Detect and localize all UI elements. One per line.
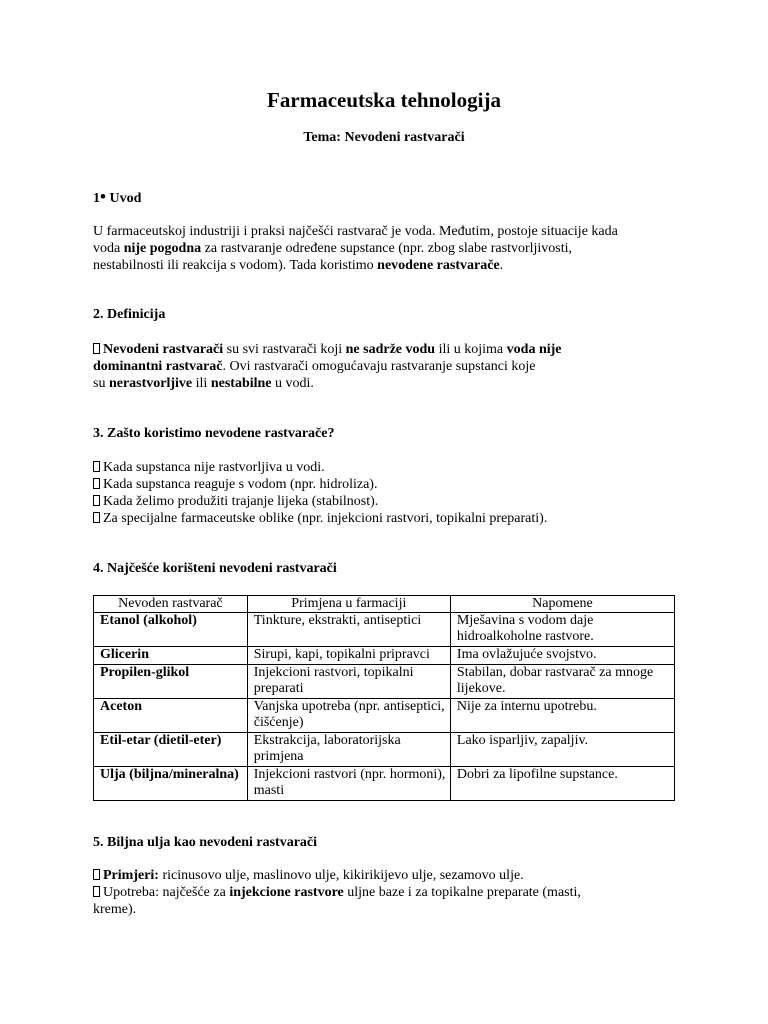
col-header-solvent: Nevoden rastvarač xyxy=(94,596,248,613)
cell-use: Tinkture, ekstrakti, antiseptici xyxy=(247,613,450,647)
section-5-paragraph xyxy=(93,867,683,918)
section-1-heading xyxy=(93,187,141,207)
checkbox-glyph-icon xyxy=(93,512,100,523)
s2-line-3: su nerastvorljive ili nestabilne u vodi. xyxy=(93,376,314,391)
cell-solvent: Aceton xyxy=(94,699,248,733)
cell-note: Nije za internu upotrebu. xyxy=(450,699,674,733)
s5-line-2: Upotreba: najčešće za injekcione rastvore uljne baze i za topikalne preparate (masti, xyxy=(93,884,683,901)
section-1-bullet: • xyxy=(100,187,106,206)
cell-note: Mješavina s vodom daje hidroalkoholne rastvore. xyxy=(450,613,674,647)
table-row xyxy=(94,733,675,767)
document-title: Farmaceutska tehnologija xyxy=(267,88,501,112)
list-item: Za specijalne farmaceutske oblike (npr. injekcioni rastvori, topikalni preparati). xyxy=(93,510,683,527)
cell-use: Vanjska upotreba (npr. antiseptici, čišćenje) xyxy=(247,699,450,733)
cell-solvent: Glicerin xyxy=(94,647,248,665)
cell-solvent: Etil-etar (dietil-eter) xyxy=(94,733,248,767)
checkbox-glyph-icon xyxy=(93,343,100,354)
cell-solvent: Etanol (alkohol) xyxy=(94,613,248,647)
solvents-table xyxy=(93,595,675,801)
s1-line-3: nestabilnosti ili reakcija s vodom). Tada koristimo nevodene rastvarače. xyxy=(93,258,504,273)
cell-note: Ima ovlažujuće svojstvo. xyxy=(450,647,674,665)
section-3-heading: 3. Zašto koristimo nevodene rastvarače? xyxy=(93,426,335,441)
table-row xyxy=(94,699,675,733)
checkbox-glyph-icon xyxy=(93,478,100,489)
cell-note: Dobri za lipofilne supstance. xyxy=(450,767,674,801)
section-1-number: 1 xyxy=(93,191,100,206)
s1-line-1: U farmaceutskoj industriji i praksi najčešći rastvarač je voda. Međutim, postoje situacije kada xyxy=(93,224,618,239)
section-1-paragraph xyxy=(93,223,683,274)
table-row xyxy=(94,613,675,647)
section-3-list xyxy=(93,459,683,527)
cell-use: Sirupi, kapi, topikalni pripravci xyxy=(247,647,450,665)
cell-use: Ekstrakcija, laboratorijska primjena xyxy=(247,733,450,767)
table-header-row xyxy=(94,596,675,613)
section-2-paragraph xyxy=(93,341,683,392)
cell-note: Stabilan, dobar rastvarač za mnoge lijekove. xyxy=(450,665,674,699)
s2-line-2: dominantni rastvarač. Ovi rastvarači omogućavaju rastvaranje supstanci koje xyxy=(93,359,536,374)
cell-note: Lako isparljiv, zapaljiv. xyxy=(450,733,674,767)
col-header-notes: Napomene xyxy=(450,596,674,613)
table-row xyxy=(94,665,675,699)
table-row xyxy=(94,767,675,801)
col-header-use: Primjena u farmaciji xyxy=(247,596,450,613)
s1-emph-nevodene: nevodene rastvarače xyxy=(377,258,500,273)
list-item: Kada supstanca reaguje s vodom (npr. hidroliza). xyxy=(93,476,683,493)
s5-line-3: kreme). xyxy=(93,902,137,917)
list-item: Kada supstanca nije rastvorljiva u vodi. xyxy=(93,459,683,476)
checkbox-glyph-icon xyxy=(93,495,100,506)
s1-line-2: voda nije pogodna za rastvaranje određene supstance (npr. zbog slabe rastvorljivosti, xyxy=(93,241,573,256)
s5-line-1: Primjeri: ricinusovo ulje, maslinovo ulje, kikirikijevo ulje, sezamovo ulje. xyxy=(93,867,683,884)
cell-solvent: Ulja (biljna/mineralna) xyxy=(94,767,248,801)
section-4-heading: 4. Najčešće korišteni nevodeni rastvarači xyxy=(93,561,337,576)
table-row xyxy=(94,647,675,665)
document-subtitle: Tema: Nevodeni rastvarači xyxy=(303,130,465,145)
cell-use: Injekcioni rastvori (npr. hormoni), masti xyxy=(247,767,450,801)
section-1-title: Uvod xyxy=(109,191,142,206)
checkbox-glyph-icon xyxy=(93,869,100,880)
section-2-heading: 2. Definicija xyxy=(93,307,166,322)
s1-emph-nije-pogodna: nije pogodna xyxy=(123,241,202,256)
section-5-heading: 5. Biljna ulja kao nevodeni rastvarači xyxy=(93,835,318,850)
s2-line-1: Nevodeni rastvarači su svi rastvarači koji ne sadrže vodu ili u kojima voda nije xyxy=(93,341,683,358)
checkbox-glyph-icon xyxy=(93,886,100,897)
list-item: Kada želimo produžiti trajanje lijeka (stabilnost). xyxy=(93,493,683,510)
cell-use: Injekcioni rastvori, topikalni preparati xyxy=(247,665,450,699)
cell-solvent: Propilen-glikol xyxy=(94,665,248,699)
checkbox-glyph-icon xyxy=(93,461,100,472)
